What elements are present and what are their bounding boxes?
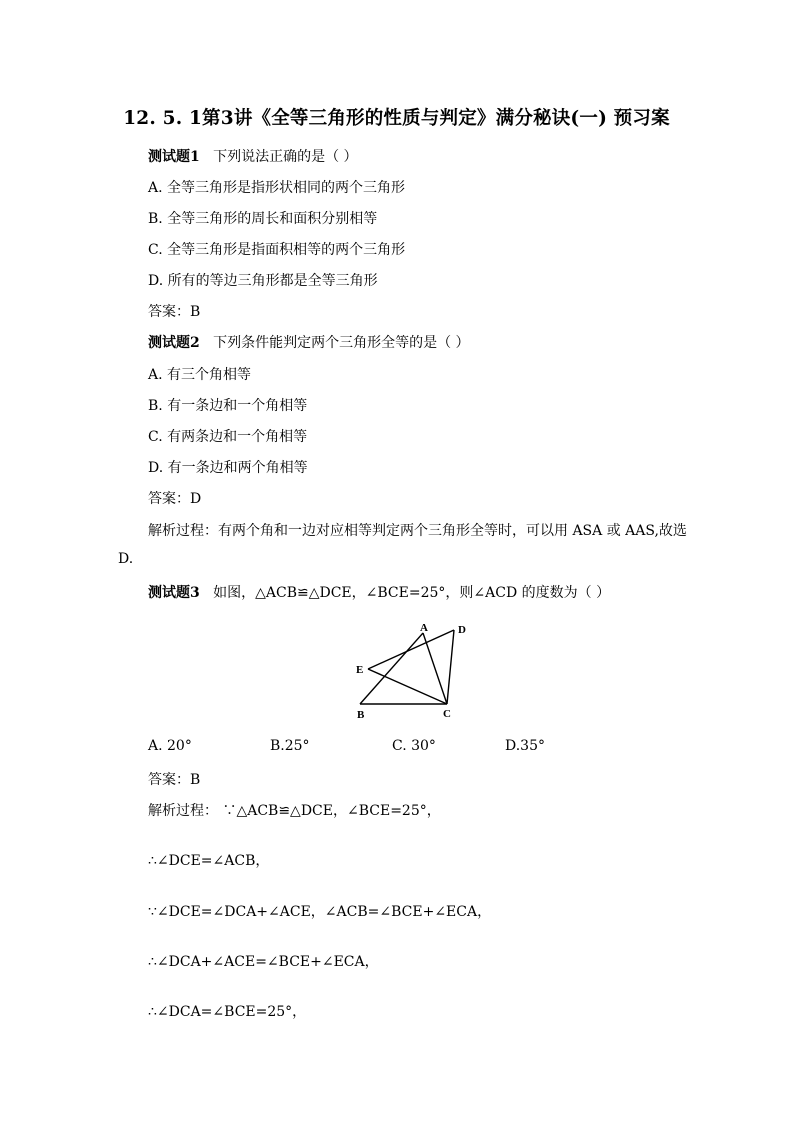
question-stem: 下列说法正确的是（ ） [213, 149, 358, 165]
question-label: 测试题2 [148, 335, 200, 351]
analysis-continuation: D. [118, 551, 134, 567]
segment-a-c [423, 633, 447, 704]
analysis-step-2: ∴∠DCE=∠ACB， [148, 853, 270, 869]
option-b: B. 有一条边和一个角相等 [148, 398, 308, 414]
vertex-label-c: C [443, 708, 451, 720]
question-label: 测试题3 [148, 585, 200, 601]
analysis-step-1: 解析过程： ∵△ACB≌△DCE，∠BCE=25°， [148, 803, 441, 819]
answer: 答案：B [148, 304, 201, 320]
document-title: 12. 5. 1第3讲《全等三角形的性质与判定》满分秘诀(一) 预习案 [123, 108, 670, 129]
option-d: D.35° [505, 738, 545, 754]
segment-e-d [368, 630, 454, 669]
answer: 答案：D [148, 491, 202, 507]
question-stem: 下列条件能判定两个三角形全等的是（ ） [213, 335, 470, 351]
analysis-step-3: ∵∠DCE=∠DCA+∠ACE，∠ACB=∠BCE+∠ECA， [148, 904, 492, 920]
question-3 [148, 582, 610, 602]
option-c: C. 全等三角形是指面积相等的两个三角形 [148, 242, 406, 258]
vertex-label-b: B [357, 709, 365, 721]
segment-d-c [447, 630, 454, 704]
vertex-label-e: E [356, 664, 364, 676]
option-a: A. 有三个角相等 [148, 367, 252, 383]
option-d: D. 所有的等边三角形都是全等三角形 [148, 273, 378, 289]
question-1 [148, 146, 358, 166]
option-c: C. 有两条边和一个角相等 [148, 429, 308, 445]
analysis-step-4: ∴∠DCA+∠ACE=∠BCE+∠ECA， [148, 954, 379, 970]
analysis: 解析过程：有两个角和一边对应相等判定两个三角形全等时，可以用 ASA 或 AAS,故选 [148, 523, 687, 539]
option-a: A. 20° [148, 738, 192, 754]
option-c: C. 30° [392, 738, 436, 754]
triangle-figure [350, 618, 480, 722]
analysis-step-5: ∴∠DCA=∠BCE=25°， [148, 1004, 307, 1020]
question-2 [148, 332, 470, 352]
question-stem: 如图，△ACB≌△DCE，∠BCE=25°，则∠ACD 的度数为（ ） [213, 585, 611, 601]
option-b: B.25° [270, 738, 310, 754]
option-d: D. 有一条边和两个角相等 [148, 460, 308, 476]
segment-e-c [368, 669, 447, 704]
question-label: 测试题1 [148, 149, 200, 165]
option-a: A. 全等三角形是指形状相同的两个三角形 [148, 180, 406, 196]
answer: 答案：B [148, 772, 201, 788]
option-b: B. 全等三角形的周长和面积分别相等 [148, 211, 378, 227]
vertex-label-a: A [420, 622, 428, 634]
vertex-label-d: D [458, 624, 466, 636]
